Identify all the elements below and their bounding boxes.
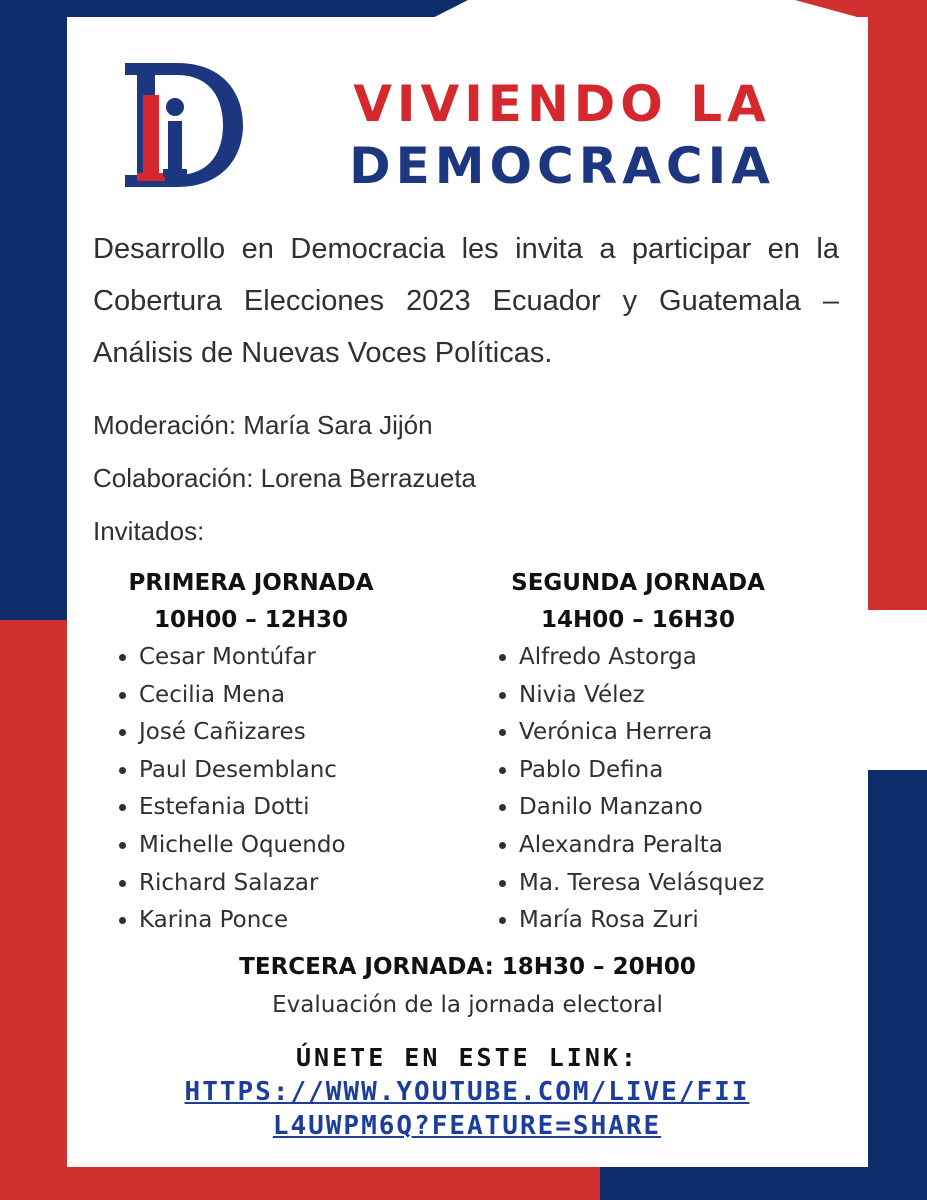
bullet-icon [119,692,126,699]
second-session-title: SEGUNDA JORNADA [511,570,765,596]
first-session-title: PRIMERA JORNADA [128,570,374,596]
guests-label: Invitados: [93,516,205,546]
guest-list-item: Pablo Defina [497,752,837,790]
guest-list-item: María Rosa Zuri [497,902,837,940]
bullet-icon [119,654,126,661]
bullet-icon [119,842,126,849]
youtube-link[interactable] [127,1075,807,1143]
join-label: ÚNETE EN ESTE LINK: [296,1043,639,1072]
bullet-icon [499,917,506,924]
guest-list-item: Cecilia Mena [117,677,437,715]
invitation-card [67,17,868,1167]
moderation-text: Moderación: María Sara Jijón [93,410,433,440]
third-session-subtitle: Evaluación de la jornada electoral [272,992,663,1018]
second-session-time: 14H00 – 16H30 [540,607,736,633]
guest-list-item: Ma. Teresa Velásquez [497,865,837,903]
first-session [117,565,437,940]
bullet-icon [499,880,506,887]
bullet-icon [499,729,506,736]
guest-list-item: Estefania Dotti [117,789,437,827]
bullet-icon [499,804,506,811]
title-line-2: DEMOCRACIA [349,137,775,195]
guest-list-item: Alexandra Peralta [497,827,837,865]
bullet-icon [499,767,506,774]
guest-list-item: Richard Salazar [117,865,437,903]
guest-list-item: Karina Ponce [117,902,437,940]
bullet-icon [119,804,126,811]
guest-list-item: Danilo Manzano [497,789,837,827]
guest-list-item: Alfredo Astorga [497,639,837,677]
bullet-icon [119,917,126,924]
guest-list-item: Cesar Montúfar [117,639,437,677]
guest-list-item: José Cañizares [117,714,437,752]
link-line-1[interactable]: HTTPS://WWW.YOUTUBE.COM/LIVE/FII [184,1077,750,1107]
intro-text: Desarrollo en Democracia les invita a participar en la Cobertura Elecciones 2023 Ecuador y Guatemala – Análisis de Nuevas Voces Políticas. [93,233,839,369]
bullet-icon [119,880,126,887]
collaboration-text: Colaboración: Lorena Berrazueta [93,463,477,493]
bullet-icon [499,654,506,661]
second-session [497,565,837,940]
second-session-guest-list [497,639,837,940]
guest-list-item: Verónica Herrera [497,714,837,752]
bullet-icon [119,767,126,774]
bullet-icon [499,842,506,849]
guest-list-item: Paul Desemblanc [117,752,437,790]
title-line-1: VIVIENDO LA [353,75,771,133]
link-line-2[interactable]: L4UWPM6Q?FEATURE=SHARE [272,1111,662,1141]
guest-list-item: Nivia Vélez [497,677,837,715]
guest-list-item: Michelle Oquendo [117,827,437,865]
third-session-title: TERCERA JORNADA: 18H30 – 20H00 [239,954,696,980]
di-logo [107,55,247,195]
first-session-guest-list [117,639,437,940]
first-session-time: 10H00 – 12H30 [153,607,349,633]
bullet-icon [119,729,126,736]
bullet-icon [499,692,506,699]
